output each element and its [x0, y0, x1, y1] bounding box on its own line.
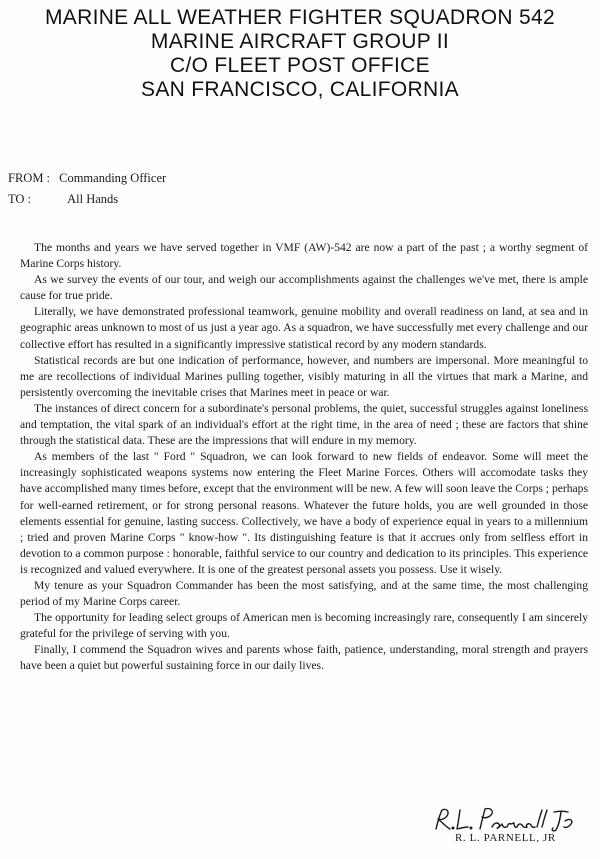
letterhead-squadron: MARINE ALL WEATHER FIGHTER SQUADRON 542: [45, 6, 555, 29]
memo-to-value: All Hands: [67, 192, 119, 206]
paragraph: My tenure as your Squadron Commander has been the most satisfying, and at the same time, the most challenging period of my Marine Corps career.: [20, 578, 588, 609]
signatory-name: R. L. PARNELL, JR: [455, 832, 556, 844]
handwritten-signature: [430, 805, 580, 835]
memo-from-row: [8, 168, 166, 189]
letterhead-city: SAN FRANCISCO, CALIFORNIA: [141, 78, 459, 101]
letterhead: [0, 6, 600, 102]
paragraph: The opportunity for leading select groups of American men is becoming increasingly rare, consequently I am sincerely grateful for the privilege of serving with you.: [20, 611, 588, 641]
paragraph: The months and years we have served together in VMF (AW)-542 are now a part of the past ; a worthy segment of Marine Corps history.: [20, 241, 588, 271]
paragraph: As members of the last " Ford " Squadron, we can look forward to new fields of endeavor. Some will meet the increasingly sophisticated weapons systems now entering the Fleet Marine Forces. Others will accomodate tasks they have accomplished many times before, except that the environment will be new. A few will soon leave the Corps ; perhaps for well-earned retirement, or for strong personal reasons. Whatever the future holds, you are well grounded in those elements essential for genuine, lasting success. Collectively, we have a body of experience equal in years to a millennium ; tried and proven Marine Corps " know-how ". Its distinguishing feature is that it accrues only from selfless effort in devotion to a common purpose : honorable, faithful service to our country and dedication to its principles. This experience is recognized and valued everywhere. It is one of the greatest personal assets you possess. Use it wisely.: [20, 450, 588, 576]
letterhead-post-office: C/O FLEET POST OFFICE: [170, 54, 430, 77]
paragraph: Statistical records are but one indication of performance, however, and numbers are impersonal. More meaningful to me are recollections of individual Marines pulling together, visibly maturing in all the virtues that mark a Marine, and persistently overcoming the inevitable crises that Marines meet in peace or war.: [20, 353, 588, 399]
memo-to-label: TO :: [8, 192, 32, 206]
paragraph: As we survey the events of our tour, and weigh our accomplishments against the challenges we've met, there is ample cause for true pride.: [20, 273, 588, 303]
letter-body: [20, 240, 588, 675]
letterhead-group: MARINE AIRCRAFT GROUP II: [150, 30, 450, 53]
memo-from-value: Commanding Officer: [59, 171, 167, 185]
memo-from-label: FROM :: [8, 171, 51, 185]
paragraph: The instances of direct concern for a subordinate's personal problems, the quiet, successful struggles against loneliness and temptation, the vital spark of an individual's effort at the right time, in the area of need ; these are factors that shine through the statistical data. These are the impressions that will endure in my memory.: [20, 401, 588, 448]
paragraph: Literally, we have demonstrated professional teamwork, genuine mobility and overall readiness on land, at sea and in geographic areas unknown to most of us just a year ago. As a squadron, we have successfully met every challenge and our collective effort has resulted in a significantly impressive statistical record by any modern standards.: [20, 305, 588, 351]
paragraph: Finally, I commend the Squadron wives and parents whose faith, patience, understanding, moral strength and prayers have been a quiet but powerful sustaining force in our daily lives.: [20, 643, 588, 673]
memo-header: [8, 168, 166, 210]
memo-to-row: [8, 189, 166, 210]
